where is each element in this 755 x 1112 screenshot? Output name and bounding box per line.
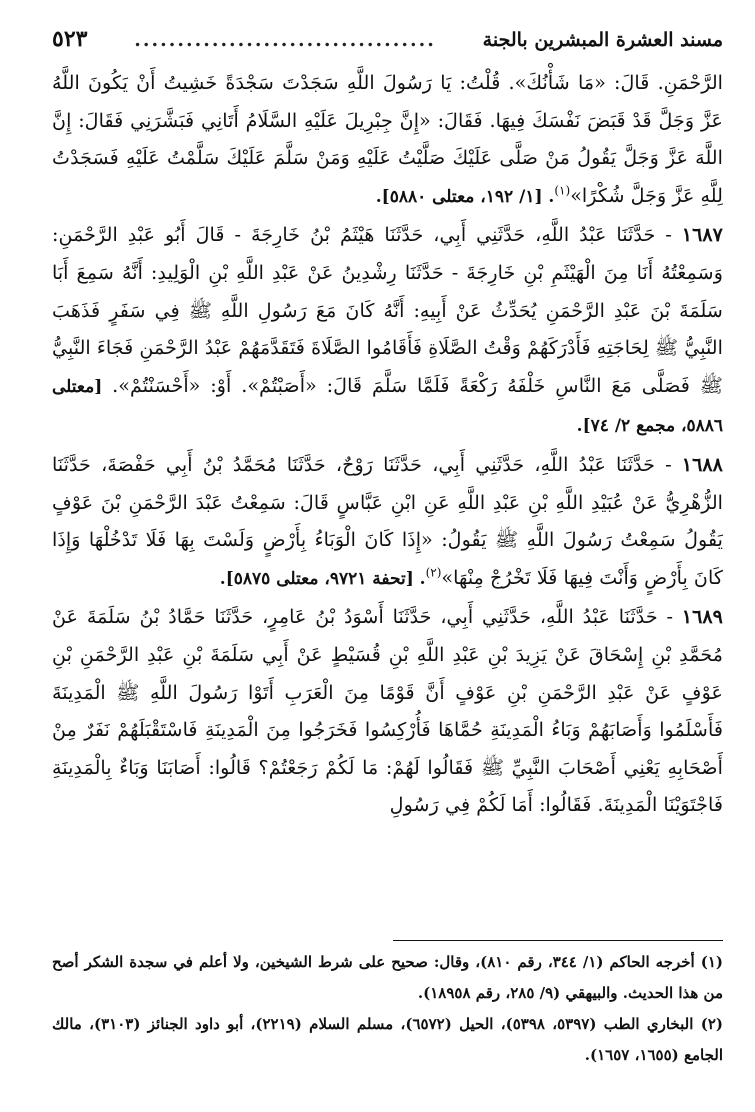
header-title: مسند العشرة المبشرين بالجنة <box>482 29 723 51</box>
source-reference: . [١/ ١٩٢، معتلى ٥٨٨٠]. <box>375 186 555 207</box>
footnote-1: (١) أخرجه الحاكم (١/ ٣٤٤، رقم ٨١٠)، وقال: صحيح على شرط الشيخين، ولا أعلم في سجدة الشكر أصح من هذا الحديث. والبيهقي (٩/ ٢٨٥، رقم ١٨٩٥٨). <box>52 953 723 1002</box>
hadith-1687 <box>52 216 723 446</box>
hadith-1689 <box>52 598 723 824</box>
running-header <box>52 26 723 56</box>
page-number: ٥٢٣ <box>52 26 88 52</box>
paragraph-continuation <box>52 64 723 216</box>
paragraph-text: - حَدَّثَنَا عَبْدُ اللَّهِ، حَدَّثَنِي أَبِي، حَدَّثَنَا رَوْحٌ، حَدَّثَنَا مُحَمَّدُ بْنُ أَبِي حَفْصَةَ، حَدَّثَنَا الزُّهْرِيُّ عَنْ عُبَيْدِ اللَّهِ بْنِ عَبْدِ اللَّهِ عَنِ ابْنِ عَبَّاسٍ قَالَ: سَمِعْتُ عَبْدَ الرَّحْمَنِ بْنَ عَوْفٍ يَقُولُ سَمِعْتُ رَسُولَ اللَّهِ ﷺ يَقُولُ: «إِذَا كَانَ الْوَبَاءُ بِأَرْضٍ وَلَسْتَ بِهَا فَلَا تَدْخُلْهَا وَإِذَا كَانَ بِأَرْضٍ وَأَنْتَ فِيهَا فَلَا تَخْرُجْ مِنْهَا» <box>52 452 723 589</box>
hadith-1688 <box>52 446 723 598</box>
source-reference: [معتلى ٥٨٨٦، مجمع ٢/ ٧٤]. <box>52 376 723 437</box>
footnotes <box>52 940 723 1071</box>
header-leader-dots: ................................... <box>134 29 436 51</box>
hadith-number: ١٦٨٩ <box>681 605 723 629</box>
footnote-2: (٢) البخاري الطب (٥٣٩٧، ٥٣٩٨)، الحيل (٦٥٧٢)، مسلم السلام (٢٢١٩)، أبو داود الجنائز (٣١٠٣)، مالك الجامع (١٦٥٥، ١٦٥٧). <box>52 1015 723 1064</box>
paragraph-text: - حَدَّثَنَا عَبْدُ اللَّهِ، حَدَّثَنِي أَبِي، حَدَّثَنَا أَسْوَدُ بْنُ عَامِرٍ، حَدَّثَنَا حَمَّادُ بْنُ سَلَمَةَ عَنْ مُحَمَّدِ بْنِ إِسْحَاقَ عَنْ يَزِيدَ بْنِ عَبْدِ اللَّهِ بْنِ قُسَيْطٍ عَنْ أَبِي سَلَمَةَ بْنِ عَبْدِ الرَّحْمَنِ بْنِ عَوْفٍ عَنْ عَبْدِ الرَّحْمَنِ بْنِ عَوْفٍ أَنَّ قَوْمًا مِنَ الْعَرَبِ أَتَوْا رَسُولَ اللَّهِ ﷺ الْمَدِينَةَ فَأَسْلَمُوا وَأَصَابَهُمْ وَبَاءُ الْمَدِينَةِ حُمَّاهَا فَأُرْكِسُوا فَخَرَجُوا مِنَ الْمَدِينَةِ فَاسْتَقْبَلَهُمْ نَفَرٌ مِنْ أَصْحَابِهِ يَعْنِي أَصْحَابَ النَّبِيِّ ﷺ فَقَالُوا لَهُمْ: مَا لَكُمْ رَجَعْتُمْ؟ قَالُوا: أَصَابَنَا وَبَاءٌ بِالْمَدِينَةِ فَاجْتَوَيْنَا الْمَدِينَةَ. فَقَالُوا: أَمَا لَكُمْ فِي رَسُولِ <box>52 605 723 817</box>
paragraph-text: الرَّحْمَنِ. قَالَ: «مَا شَأْنُكَ». قُلْتُ: يَا رَسُولَ اللَّهِ سَجَدْتَ سَجْدَةً خَشِيتُ أَنْ يَكُونَ اللَّهُ عَزَّ وَجَلَّ قَدْ قَبَضَ نَفْسَكَ فِيهَا. فَقَالَ: «إِنَّ جِبْرِيلَ عَلَيْهِ السَّلَامُ أَتَانِي فَبَشَّرَنِي فَقَالَ: إِنَّ اللَّهَ عَزَّ وَجَلَّ يَقُولُ مَنْ صَلَّى عَلَيْكَ صَلَّيْتُ عَلَيْهِ وَمَنْ سَلَّمَ عَلَيْكَ سَلَّمْتُ عَلَيْهِ فَسَجَدْتُ لِلَّهِ عَزَّ وَجَلَّ شُكْرًا» <box>52 71 723 207</box>
hadith-number: ١٦٨٧ <box>681 223 723 247</box>
source-reference: . [تحفة ٩٧٢١، معتلى ٥٨٧٥]. <box>219 568 426 589</box>
footnote-ref[interactable]: (١) <box>554 183 571 198</box>
paragraph-text: - حَدَّثَنَا عَبْدُ اللَّهِ، حَدَّثَنِي أَبِي، حَدَّثَنَا هَيْثَمُ بْنُ خَارِجَةَ - قَالَ أَبُو عَبْدِ الرَّحْمَنِ: وَسَمِعْتُهُ أَنَا مِنَ الْهَيْثَمِ بْنِ خَارِجَةَ - حَدَّثَنَا رِشْدِينُ عَنْ عَبْدِ اللَّهِ بْنِ الْوَلِيدِ: أَنَّهُ سَمِعَ أَبَا سَلَمَةَ بْنَ عَبْدِ الرَّحْمَنِ يُحَدِّثُ عَنْ أَبِيهِ: أَنَّهُ كَانَ مَعَ رَسُولِ اللَّهِ ﷺ فِي سَفَرٍ فَذَهَبَ النَّبِيُّ ﷺ لِحَاجَتِهِ فَأَدْرَكَهُمْ وَقْتُ الصَّلَاةِ فَأَقَامُوا الصَّلَاةَ فَتَقَدَّمَهُمْ عَبْدُ الرَّحْمَنِ فَجَاءَ النَّبِيُّ ﷺ فَصَلَّى مَعَ النَّاسِ خَلْفَهُ رَكْعَةً فَلَمَّا سَلَّمَ قَالَ: «أَصَبْتُمْ». أَوْ: «أَحْسَنْتُمْ». <box>52 223 723 397</box>
footnote-divider <box>393 940 723 941</box>
book-page <box>52 26 723 1088</box>
main-text <box>52 64 723 824</box>
footnote-ref[interactable]: (٢) <box>425 565 442 580</box>
hadith-number: ١٦٨٨ <box>681 452 723 476</box>
